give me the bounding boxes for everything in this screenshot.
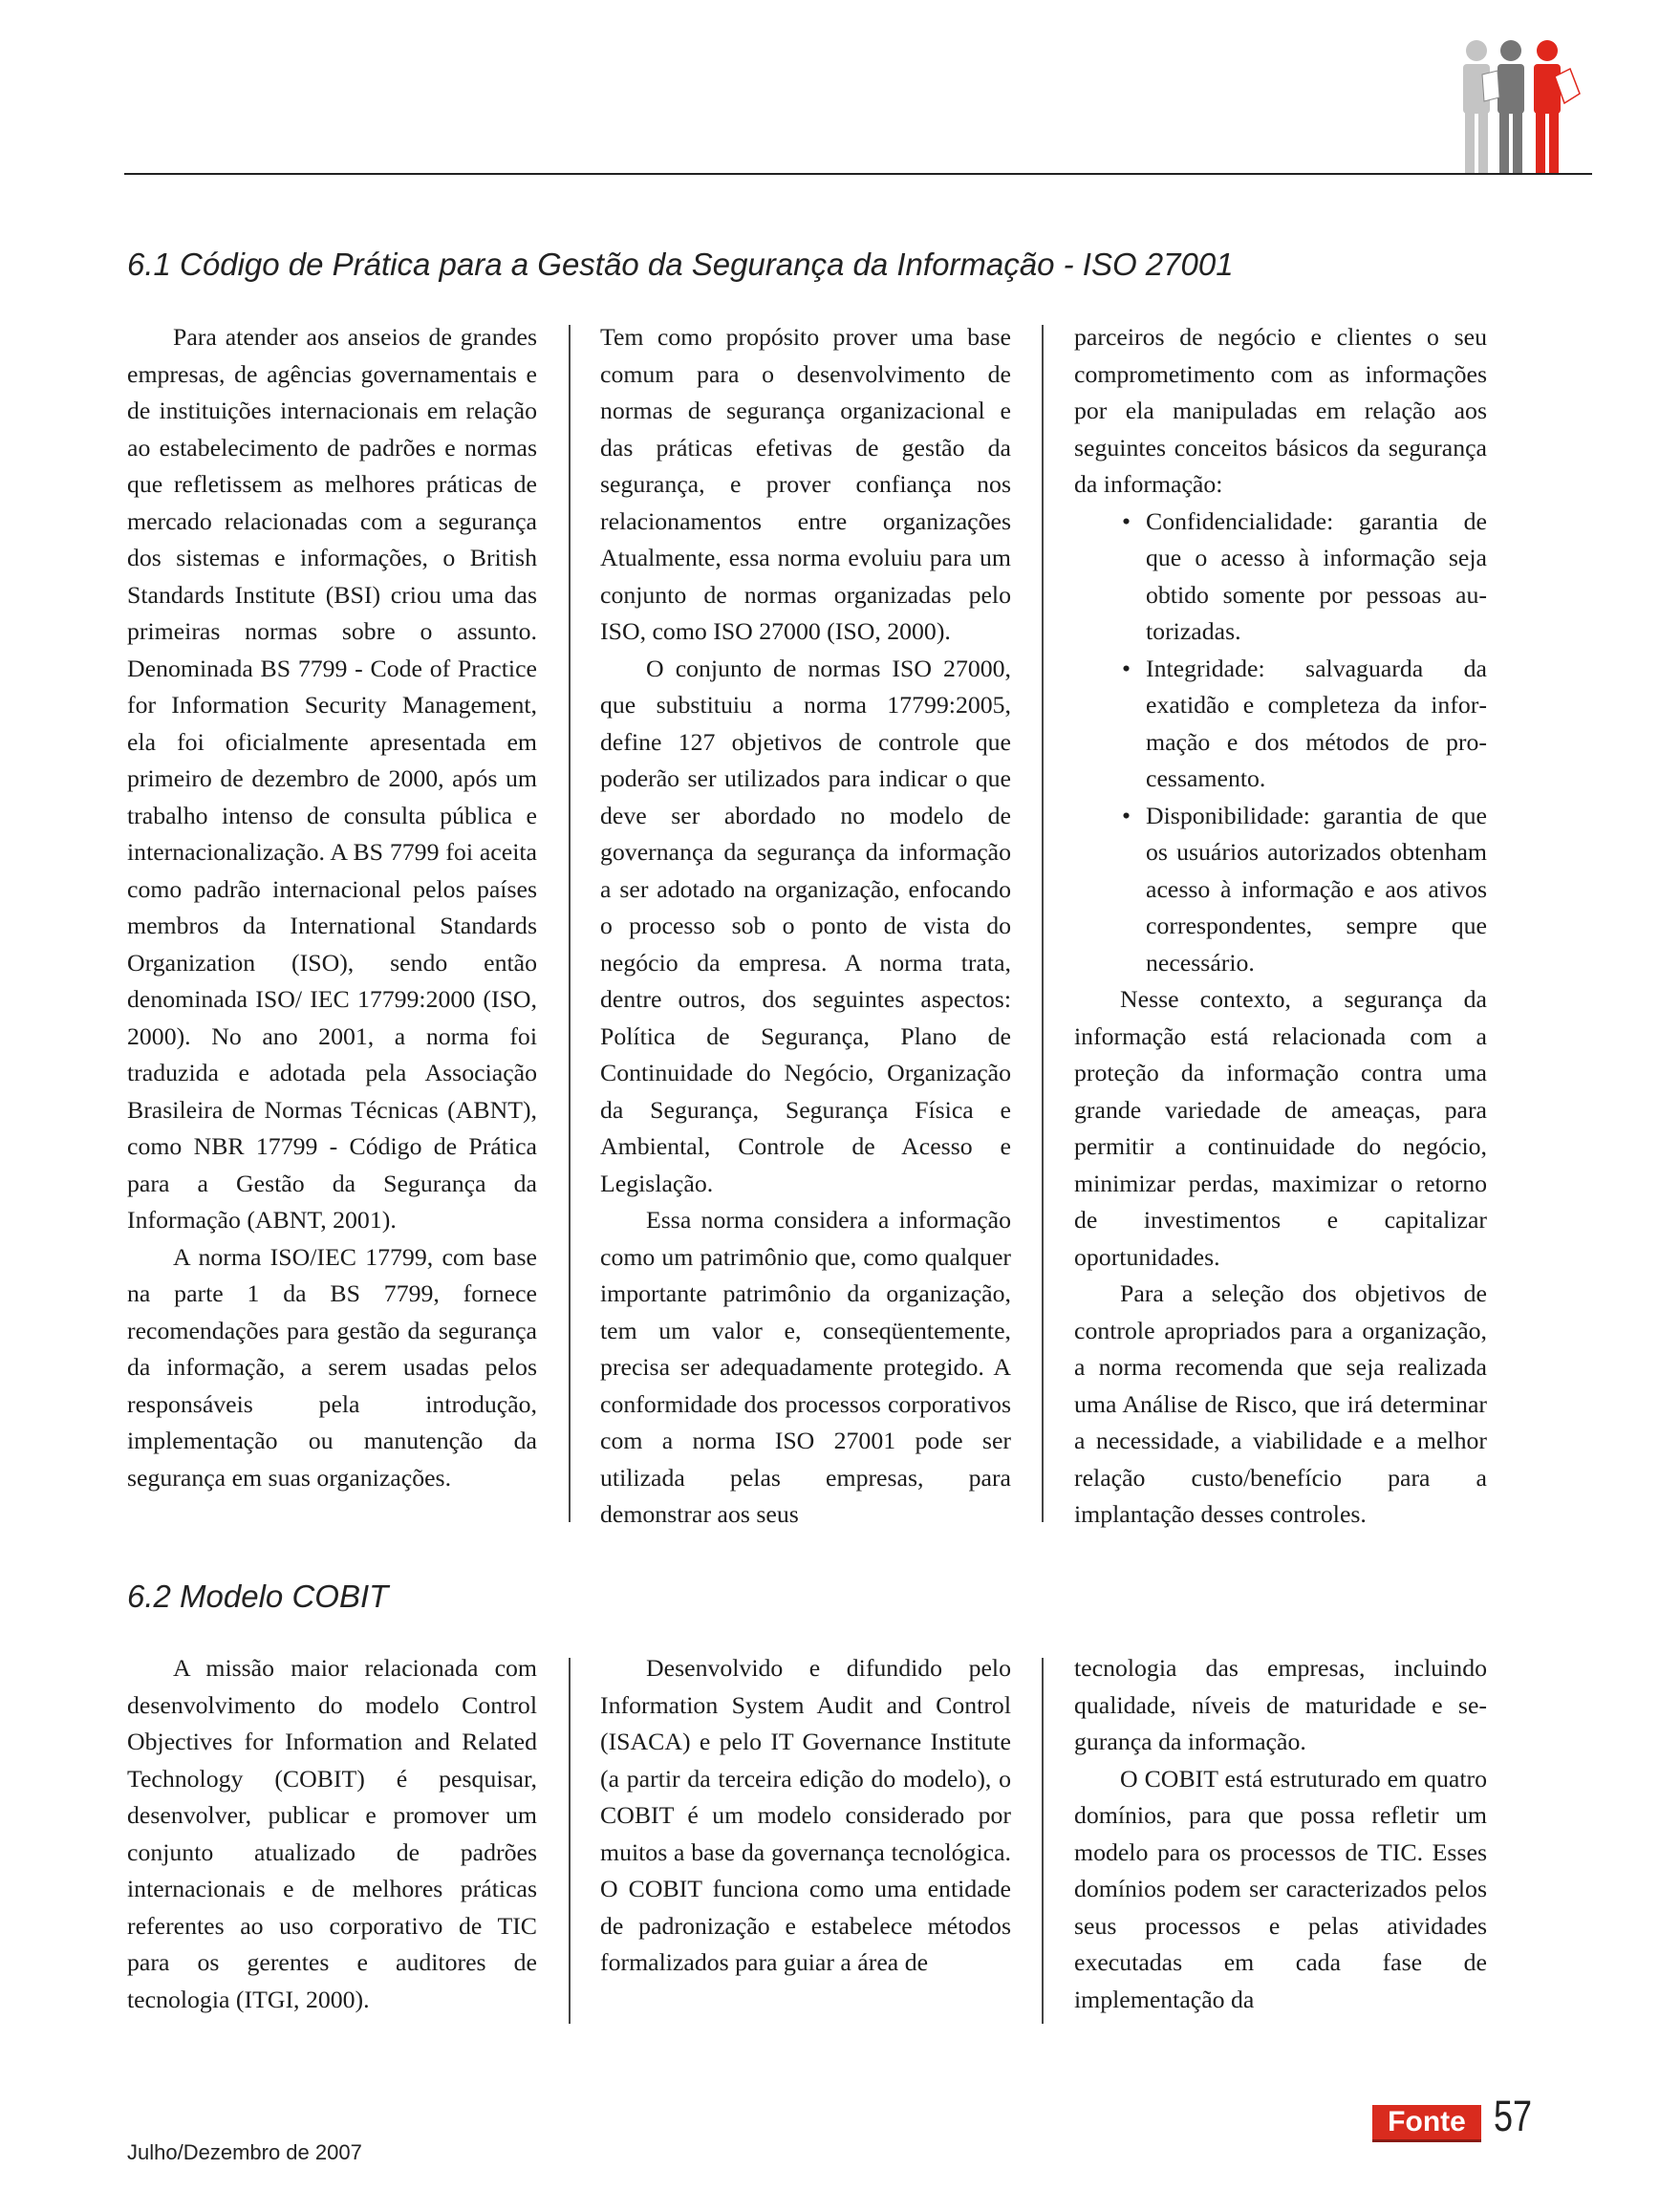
bullet-icon: • (1122, 506, 1131, 535)
list-item (1074, 798, 1487, 982)
column-divider (1042, 325, 1044, 1522)
text-column (127, 319, 537, 1496)
paragraph: A norma ISO/IEC 17799, com base na parte 1 da BS 7799, fornece recomendações para gestão da segurança da informação, a serem usadas pelos responsáveis pela introdução, implementação ou manutenção da segurança em suas organizações. (127, 1242, 537, 1492)
paragraph: tecnologia das empresas, incluindo qualidade, níveis de maturidade e segurança da informação. (1074, 1654, 1487, 1755)
paragraph: Nesse contexto, a segurança da informação está relacionada com a proteção da informação contra uma grande variedade de ameaças, para permitir a continuidade do negócio, minimizar perdas, maximizar o retorno de investimentos e capitalizar oportunidades. (1074, 985, 1487, 1271)
column-divider (569, 325, 571, 1522)
paragraph: A missão maior relacionada com desenvolvimento do modelo Control Objectives for Information and Related Technology (COBIT) é pesquisar, desenvolver, publicar e promover um conjunto atualizado de padrões internacionais e de melhores práticas referentes ao uso corporativo de TIC para os gerentes e auditores de tecnologia (ITGI, 2000). (127, 1654, 537, 2013)
page-number: 57 (1494, 2092, 1533, 2140)
bullet-icon: • (1122, 801, 1131, 829)
list-item-text: Integridade: salvaguarda da exatidão e completeza da informação e dos métodos de processamento. (1146, 654, 1487, 792)
paragraph: Para atender aos anseios de grandes empresas, de agências governamentais e de instituições internacionais em relação ao estabelecimento de padrões e normas que refletissem as melhores práticas de mercado relacionadas com a segurança dos sistemas e informações, o British Standards Institute (BSI) criou uma das primeiras normas sobre o assunto. Denominada BS 7799 - Code of Practice for Information Security Management, ela foi oficialmente apresentada em primeiro de dezembro de 2000, após um trabalho intenso de consulta pública e internacionalização. A BS 7799 foi aceita como padrão internacional pelos países membros da International Standards Organization (ISO), sendo então denominada ISO/ IEC 17799:2000 (ISO, 2000). No ano 2001, a norma foi traduzida e adotada pela Associação Brasileira de Normas Técnicas (ABNT), como NBR 17799 - Código de Prática para a Gestão da Segurança da Informação (ABNT, 2001). (127, 323, 537, 1234)
paragraph: parceiros de negócio e clientes o seu comprometimento com as informações por ela manipuladas em relação aos seguintes conceitos básicos da segurança da informação: (1074, 323, 1487, 498)
paragraph: O COBIT está estruturado em quatro domínios, para que possa refletir um modelo para os processos de TIC. Esses domínios podem ser caracterizados pelos seus processos e pelas atividades executadas em cada fase de implementação da (1074, 1764, 1487, 2013)
list-item-text: Disponibilidade: garantia de que os usuários autorizados obtenham acesso à informação e aos ativos correspondentes, sempre que necessário. (1146, 801, 1487, 977)
text-column (127, 1650, 537, 2018)
section-title: 6.1 Código de Prática para a Gestão da Segurança da Informação - ISO 27001 (127, 247, 1234, 282)
list-item-text: Confidencialidade: garantia de que o acesso à informação seja obtido somente por pessoas autorizadas. (1146, 506, 1487, 645)
column-divider (1042, 1658, 1044, 2024)
section-title: 6.2 Modelo COBIT (127, 1578, 389, 1614)
issue-date: Julho/Dezembro de 2007 (127, 2140, 362, 2164)
three-people-icon (1448, 36, 1591, 176)
text-column (1074, 319, 1487, 1534)
header-rule (124, 173, 1592, 175)
list-item (1074, 504, 1487, 651)
text-column (600, 1650, 1011, 1982)
bullet-list (1074, 504, 1487, 982)
paragraph: Tem como propósito prover uma base comum para o desenvolvimento de normas de segurança organizacional e das práticas efetivas de gestão da segurança, e prover confiança nos relacionamentos entre organizações Atualmente, essa norma evoluiu para um conjunto de normas organizadas pelo ISO, como ISO 27000 (ISO, 2000). (600, 323, 1011, 645)
paragraph: Essa norma considera a informação como um patrimônio que, como qualquer importante patrimônio da organização, tem um valor e, conseqüentemente, precisa ser adequadamente protegido. A conformidade dos processos corporativos com a norma ISO 27001 pode ser utilizada pelas empresas, para demonstrar aos seus (600, 1206, 1011, 1528)
text-column (1074, 1650, 1487, 2018)
text-column (600, 319, 1011, 1534)
paragraph: Desenvolvido e difundido pelo Information System Audit and Control (ISACA) e pelo IT Governance Institute (a partir da terceira edição do modelo), o COBIT é um modelo considerado por muitos a base da governança tecnológica. O COBIT funciona como uma entidade de padronização e estabelece métodos formalizados para guiar a área de (600, 1654, 1011, 1976)
list-item (1074, 651, 1487, 798)
paragraph: Para a seleção dos objetivos de controle apropriados para a organização, a norma recomenda que seja realizada uma Análise de Risco, que irá determinar a necessidade, a viabilidade e a melhor relação custo/benefício para a implantação desses controles. (1074, 1279, 1487, 1528)
column-divider (569, 1658, 571, 2024)
fonte-logo: Fonte (1372, 2105, 1481, 2142)
bullet-icon: • (1122, 654, 1131, 682)
paragraph: O conjunto de normas ISO 27000, que substituiu a norma 17799:2005, define 127 objetivos de controle que poderão ser utilizados para indicar o que deve ser abordado no modelo de governança da segurança da informação a ser adotado na organização, enfocando o processo sob o ponto de vista do negócio da empresa. A norma trata, dentre outros, dos seguintes aspectos: Política de Segurança, Plano de Continuidade do Negócio, Organização da Segurança, Segurança Física e Ambiental, Controle de Acesso e Legislação. (600, 654, 1011, 1197)
